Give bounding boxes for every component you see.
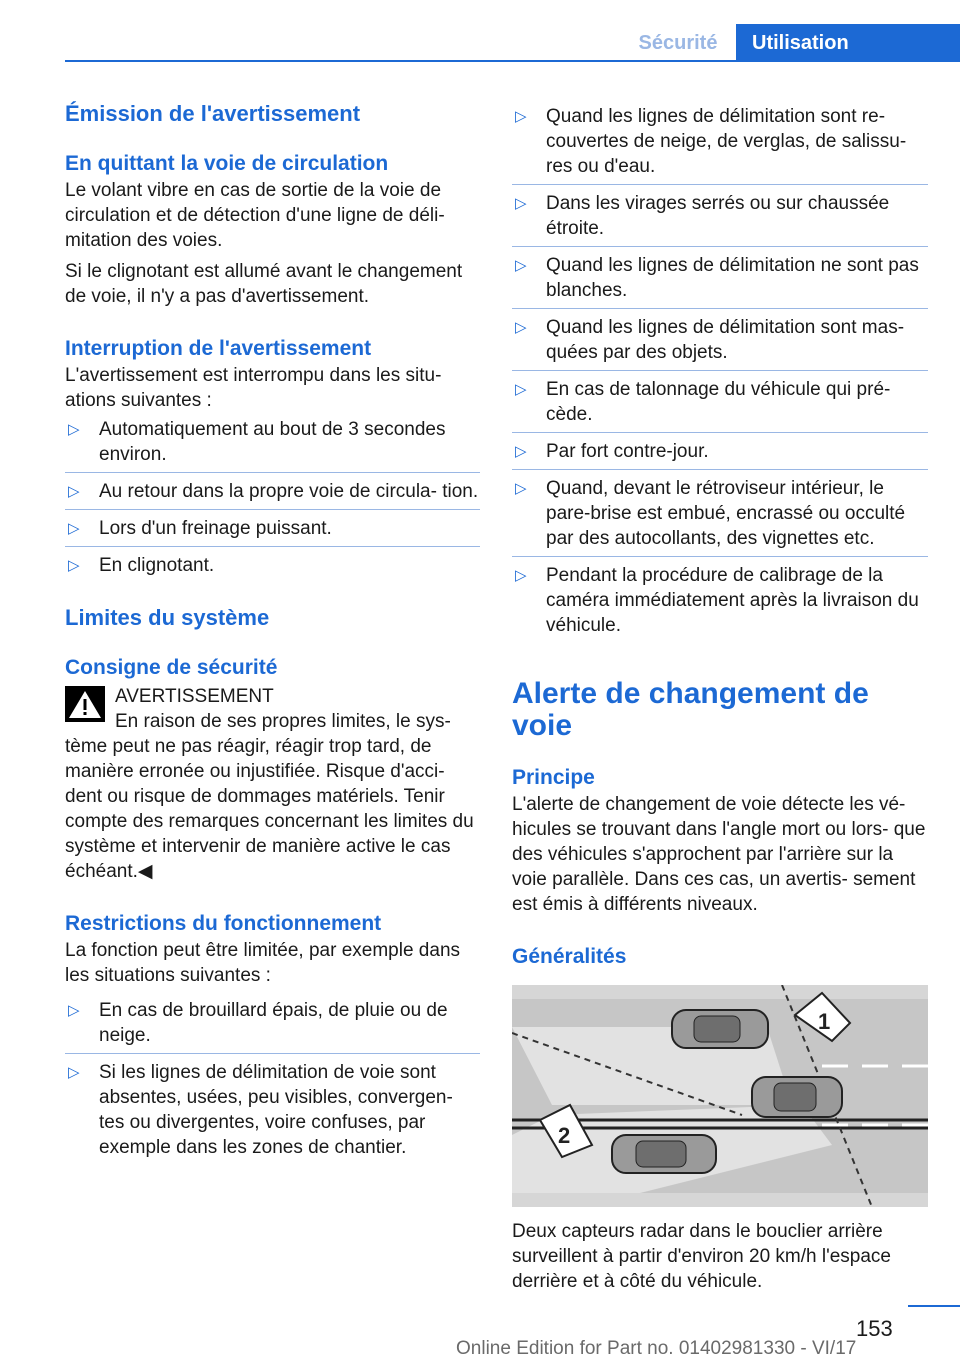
list-item — [512, 470, 928, 557]
edition-footer: Online Edition for Part no. 01402981330 - VI/17 — [456, 1338, 857, 1359]
footer-rule — [908, 1305, 960, 1307]
list-item — [65, 510, 480, 547]
page-number: 153 — [856, 1316, 893, 1341]
road-edge-top — [512, 985, 928, 999]
list-item — [512, 309, 928, 371]
tab-securite[interactable]: Sécurité — [638, 32, 718, 54]
list-item — [512, 557, 928, 638]
list-item-text: En cas de talonnage du véhicule qui pré- cède. — [546, 379, 891, 425]
heading-principle: Principe — [512, 766, 595, 789]
paragraph-restrictions: La fonction peut être limitée, par exemple dans les situations suivantes : — [65, 940, 461, 986]
list-item — [512, 433, 928, 470]
triangle-bullet-icon: ▷ — [515, 257, 527, 274]
car-lower — [612, 1135, 716, 1173]
warning-title: AVERTISSEMENT — [115, 686, 274, 707]
list-item — [512, 100, 928, 185]
list-item-text: Automatiquement au bout de 3 secondes environ. — [99, 419, 446, 465]
list-item-text: En clignotant. — [99, 555, 215, 576]
heading-lane-change-alert: Alerte de changement de voie — [512, 677, 869, 742]
triangle-bullet-icon: ▷ — [515, 319, 527, 336]
road-edge-bottom — [512, 1193, 928, 1207]
warning-triangle-icon — [65, 686, 105, 722]
list-item-text: Si les lignes de délimitation de voie sont absentes, usées, peu visibles, convergen- tes ou divergentes, voire confuses, par exemple dans les zones de chantier. — [99, 1062, 453, 1158]
paragraph-quitting-lane: Le volant vibre en cas de sortie de la voie de circulation et de détection d'une ligne de déli- mitation des voies. — [65, 180, 445, 251]
list-item-text: Pendant la procédure de calibrage de la caméra immédiatement après la livraison du véhicule. — [546, 565, 919, 636]
list-item-text: En cas de brouillard épais, de pluie ou de neige. — [99, 1000, 448, 1046]
triangle-bullet-icon: ▷ — [68, 520, 80, 537]
triangle-bullet-icon: ▷ — [515, 195, 527, 212]
list-item — [65, 417, 480, 473]
paragraph-interruption: L'avertissement est interrompu dans les situ- ations suivantes : — [65, 365, 442, 411]
warning-box — [65, 684, 480, 709]
list-item-text: Au retour dans la propre voie de circula- tion. — [99, 481, 479, 502]
triangle-bullet-icon: ▷ — [68, 421, 80, 438]
triangle-bullet-icon: ▷ — [68, 1002, 80, 1019]
list-item — [65, 473, 480, 510]
right-column — [512, 100, 928, 1294]
triangle-bullet-icon: ▷ — [68, 483, 80, 500]
list-item-text: Lors d'un freinage puissant. — [99, 518, 332, 539]
lane-change-illustration — [512, 985, 928, 1207]
list-item-text: Quand, devant le rétroviseur intérieur, le pare-brise est embué, encrassé ou occulté par des autocollants, des vignettes etc. — [546, 478, 906, 549]
tab-utilisation[interactable]: Utilisation — [736, 24, 960, 62]
interruption-list — [65, 417, 480, 578]
triangle-bullet-icon: ▷ — [515, 108, 527, 125]
car-ego — [752, 1077, 842, 1117]
list-item — [65, 547, 480, 578]
heading-emission: Émission de l'avertissement — [65, 101, 361, 126]
restriction-list-right — [512, 100, 928, 638]
list-item — [65, 1054, 480, 1160]
list-item — [512, 185, 928, 247]
list-item-text: Quand les lignes de délimitation ne sont pas blanches. — [546, 255, 919, 301]
car-upper — [672, 1010, 768, 1048]
heading-safety-note: Consigne de sécurité — [65, 656, 278, 679]
marker-1-label: 1 — [818, 1009, 831, 1034]
header-rule — [65, 60, 960, 62]
triangle-bullet-icon: ▷ — [515, 443, 527, 460]
left-column — [65, 100, 480, 1160]
heading-restrictions: Restrictions du fonctionnement — [65, 912, 382, 935]
warning-text: En raison de ses propres limites, le sys- tème peut ne pas réagir, réagir trop tard, de manière erronée ou injustifiée. Risque d'acci- dent ou risque de dommages matériels. Tenir compte des remarques concernant les limites du système et intervenir de manière active le cas échéant.◀ — [65, 711, 474, 882]
heading-general: Généralités — [512, 945, 627, 968]
list-item — [512, 247, 928, 309]
list-item-text: Par fort contre-jour. — [546, 441, 709, 462]
paragraph-caption: Deux capteurs radar dans le bouclier arrière surveillent à partir d'environ 20 km/h l'espace derrière et à côté du véhicule. — [512, 1221, 891, 1292]
triangle-bullet-icon: ▷ — [515, 567, 527, 584]
heading-interruption: Interruption de l'avertissement — [65, 337, 372, 360]
marker-2-label: 2 — [558, 1123, 571, 1148]
triangle-bullet-icon: ▷ — [68, 557, 80, 574]
triangle-bullet-icon: ▷ — [68, 1064, 80, 1081]
paragraph-indicator: Si le clignotant est allumé avant le changement de voie, il n'y a pas d'avertissement. — [65, 261, 463, 307]
list-item — [65, 998, 480, 1054]
list-item-text: Quand les lignes de délimitation sont mas- quées par des objets. — [546, 317, 905, 363]
heading-quitting-lane: En quittant la voie de circulation — [65, 152, 389, 175]
list-item — [512, 371, 928, 433]
triangle-bullet-icon: ▷ — [515, 381, 527, 398]
heading-system-limits: Limites du système — [65, 605, 270, 630]
list-item-text: Quand les lignes de délimitation sont re- couvertes de neige, de verglas, de salissu- res ou d'eau. — [546, 106, 907, 177]
triangle-bullet-icon: ▷ — [515, 480, 527, 497]
list-item-text: Dans les virages serrés ou sur chaussée étroite. — [546, 193, 890, 239]
paragraph-principle: L'alerte de changement de voie détecte les vé- hicules se trouvant dans l'angle mort ou lors- que des véhicules s'approchent par l'arrière sur la voie parallèle. Dans ces cas, un avertis- sement est émis à différents niveaux. — [512, 794, 926, 915]
restriction-list-left — [65, 998, 480, 1160]
